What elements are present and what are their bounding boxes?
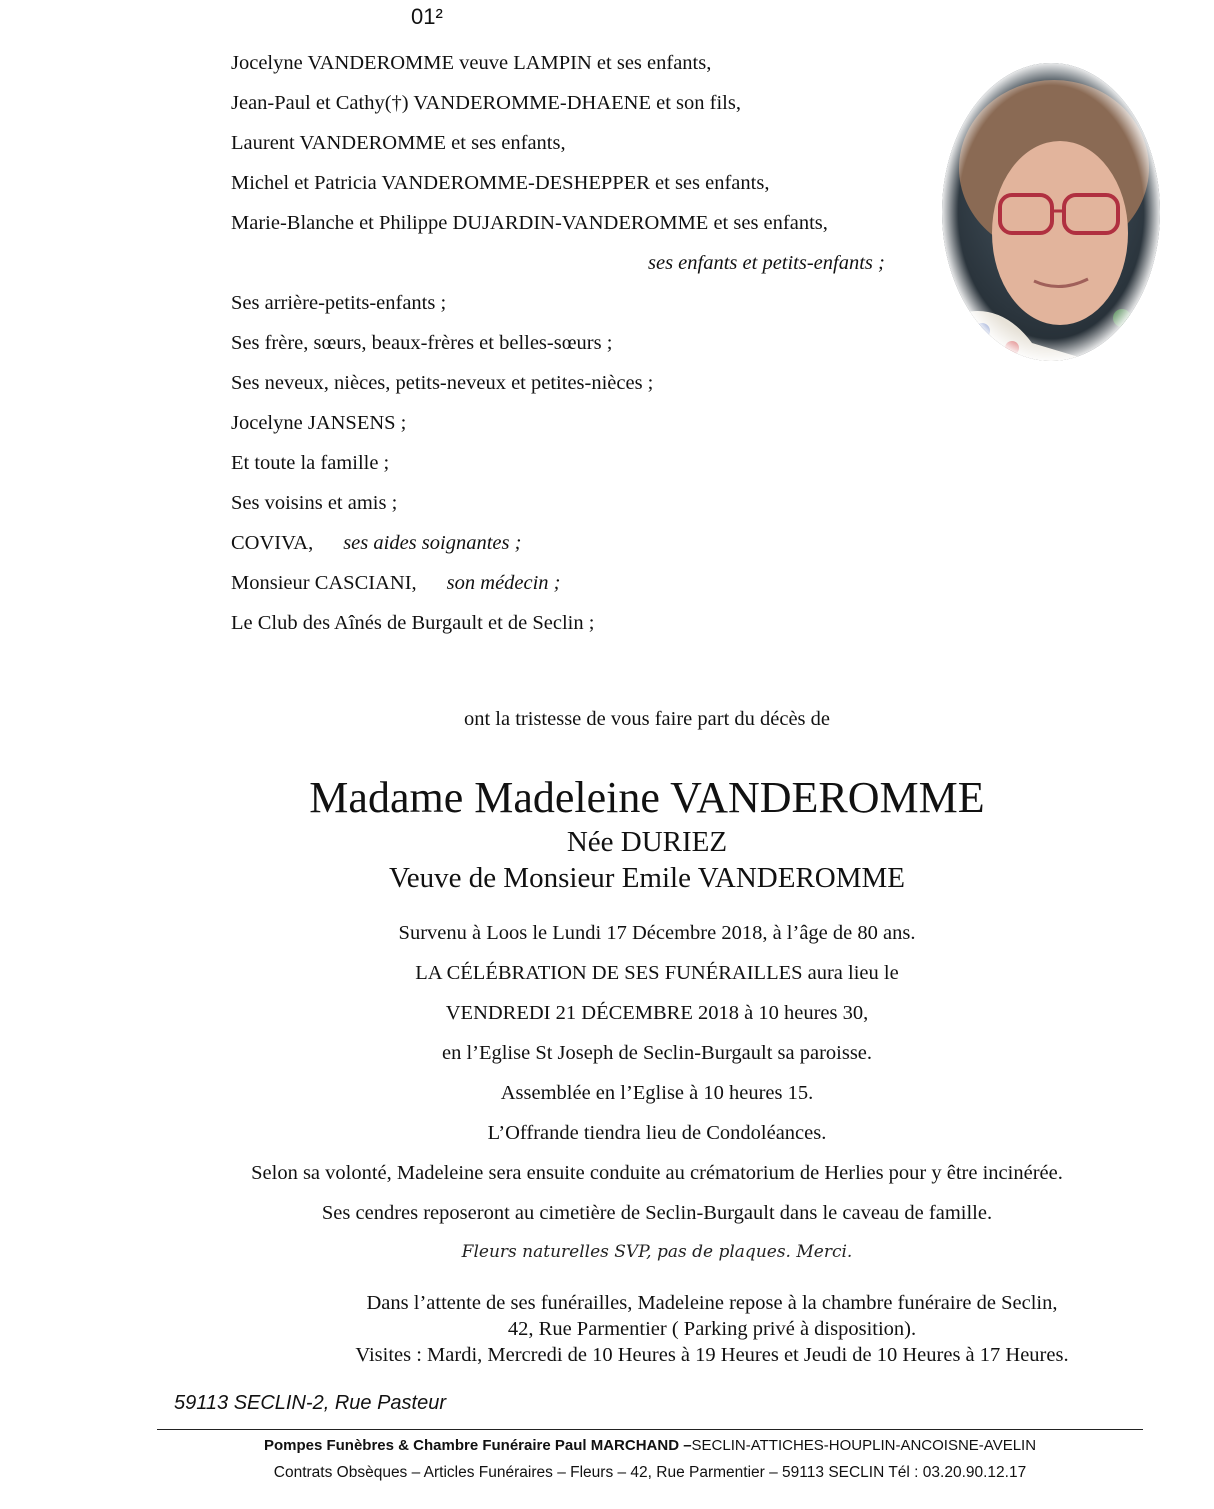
family-line: Le Club des Aînés de Burgault et de Seclin ; bbox=[231, 612, 595, 634]
footer-contact: Contrats Obsèques – Articles Funéraires – Fleurs – 42, Rue Parmentier – 59113 SECLIN Tél : 03.20.90.12.17 bbox=[273, 1464, 1027, 1481]
detail-line: VENDREDI 21 DÉCEMBRE 2018 à 10 heures 30, bbox=[445, 1002, 869, 1024]
family-line: Et toute la famille ; bbox=[231, 452, 390, 474]
announcement-text: ont la tristesse de vous faire part du décès de bbox=[463, 708, 831, 730]
detail-line: L’Offrande tiendra lieu de Condoléances. bbox=[487, 1122, 827, 1144]
family-line: Monsieur CASCIANI, son médecin ; bbox=[231, 572, 561, 594]
family-line: Marie-Blanche et Philippe DUJARDIN-VANDEROMME et ses enfants, bbox=[231, 212, 828, 234]
rest-line: 42, Rue Parmentier ( Parking privé à disposition). bbox=[507, 1318, 917, 1340]
family-line: Ses frère, sœurs, beaux-frères et belles-sœurs ; bbox=[231, 332, 613, 354]
family-line: Ses neveux, nièces, petits-neveux et petites-nièces ; bbox=[231, 372, 654, 394]
detail-line: Survenu à Loos le Lundi 17 Décembre 2018, à l’âge de 80 ans. bbox=[398, 922, 916, 944]
page-reference: 01² bbox=[411, 4, 443, 29]
widow-of: Veuve de Monsieur Emile VANDEROMME bbox=[388, 862, 906, 894]
family-line: Jocelyne JANSENS ; bbox=[231, 412, 407, 434]
family-line: Jocelyne VANDEROMME veuve LAMPIN et ses enfants, bbox=[231, 52, 712, 74]
family-line-italic: ses enfants et petits-enfants ; bbox=[648, 252, 885, 274]
detail-line: LA CÉLÉBRATION DE SES FUNÉRAILLES aura lieu le bbox=[415, 962, 899, 984]
maiden-name: Née DURIEZ bbox=[566, 826, 728, 858]
family-line: Ses arrière-petits-enfants ; bbox=[231, 292, 447, 314]
flowers-note: Fleurs naturelles SVP, pas de plaques. Merci. bbox=[461, 1242, 853, 1262]
rest-line: Visites : Mardi, Mercredi de 10 Heures à 19 Heures et Jeudi de 10 Heures à 17 Heures. bbox=[355, 1344, 1069, 1366]
detail-line: Assemblée en l’Eglise à 10 heures 15. bbox=[500, 1082, 814, 1104]
family-line: Ses voisins et amis ; bbox=[231, 492, 398, 514]
footer-divider bbox=[157, 1429, 1143, 1430]
portrait-photo bbox=[942, 63, 1160, 361]
rest-line: Dans l’attente de ses funérailles, Madeleine repose à la chambre funéraire de Seclin, bbox=[366, 1292, 1058, 1314]
detail-line: Ses cendres reposeront au cimetière de Seclin-Burgault dans le caveau de famille. bbox=[321, 1202, 993, 1224]
detail-line: Selon sa volonté, Madeleine sera ensuite conduite au crématorium de Herlies pour y être incinérée. bbox=[251, 1162, 1063, 1184]
deceased-name: Madame Madeleine VANDEROMME bbox=[309, 773, 985, 822]
footer-company: Pompes Funèbres & Chambre Funéraire Paul MARCHAND –SECLIN-ATTICHES-HOUPLIN-ANCOISNE-AVELIN bbox=[263, 1437, 1037, 1454]
family-line: Laurent VANDEROMME et ses enfants, bbox=[231, 132, 566, 154]
family-line: Jean-Paul et Cathy(†) VANDEROMME-DHAENE et son fils, bbox=[231, 92, 741, 114]
family-line: Michel et Patricia VANDEROMME-DESHEPPER et ses enfants, bbox=[231, 172, 770, 194]
detail-line: en l’Eglise St Joseph de Seclin-Burgault sa paroisse. bbox=[441, 1042, 873, 1064]
street-address: 59113 SECLIN-2, Rue Pasteur bbox=[174, 1392, 447, 1414]
family-line: COVIVA, ses aides soignantes ; bbox=[231, 532, 522, 554]
